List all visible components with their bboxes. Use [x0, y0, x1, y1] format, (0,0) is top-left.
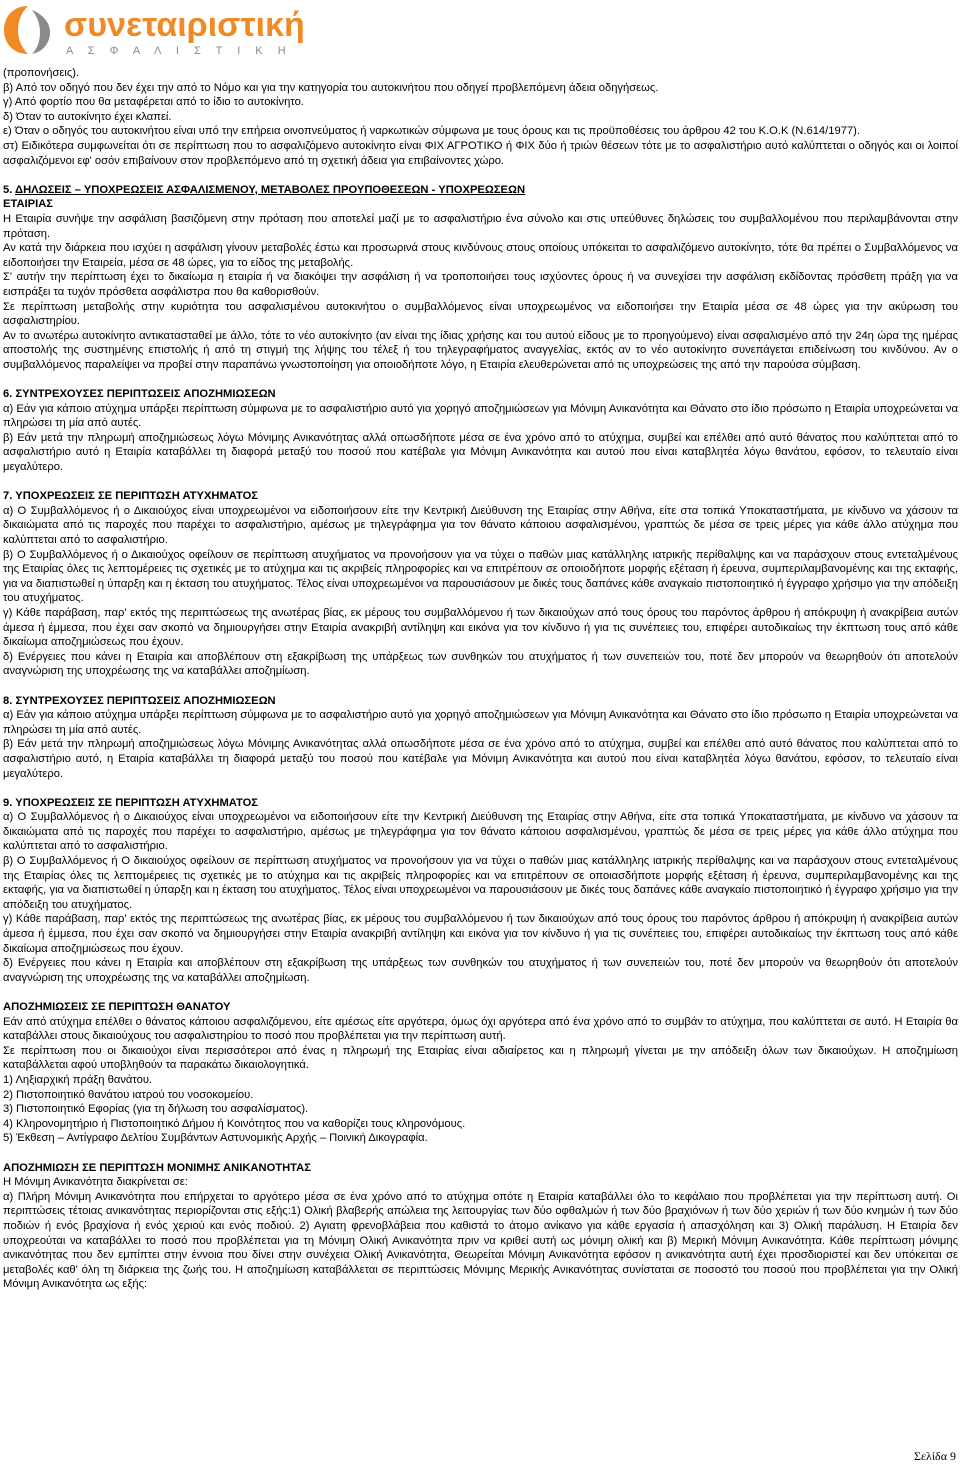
list-item: 4) Κληρονομητήριο ή Πιστοποιητικό Δήμου ή Κοινότητος που να καθορίζει τους κληρονόμους.	[3, 1117, 466, 1130]
text-line: (προπονήσεις).	[3, 67, 80, 79]
section-heading-9: 9. ΥΠΟΧΡΕΩΣΕΙΣ ΣΕ ΠΕΡΙΠΤΩΣΗ ΑΤΥΧΗΜΑΤΟΣ	[3, 796, 259, 809]
paragraph: α) Εάν για κάποιο ατύχημα υπάρξει περίπτωση σύμφωνα με το ασφαλιστήριο αυτό για χορηγό αποζημιώσεων για Μόνιμη Ανικανότητα και Θάνατο στο ίδιο πρόσωπο η Εταιρία υποχρεώνεται να πληρώσει τη μία από αυτές.	[3, 402, 958, 430]
paragraph: Αν κατά την διάρκεια που ισχύει η ασφάλιση γίνουν μεταβολές έστω και προσωρινά στους κινδύνους στους οποίους υπόκειται το ασφαλιζόμενο αυτοκίνητο, τότε θα πρέπει ο Συμβαλλόμενος να ειδοποιήσει την Εταιρεία, μέσα σε 48 ώρες, για το είδος της μεταβολής.	[3, 242, 958, 269]
section-heading-8: 8. ΣΥΝΤΡΕΧΟΥΣΕΣ ΠΕΡΙΠΤΩΣΕΙΣ ΑΠΟΖΗΜΙΩΣΕΩΝ	[3, 694, 276, 707]
section-heading-6: 6. ΣΥΝΤΡΕΧΟΥΣΕΣ ΠΕΡΙΠΤΩΣΕΙΣ ΑΠΟΖΗΜΙΩΣΕΩΝ	[3, 388, 276, 401]
paragraph: δ) Ενέργειες που κάνει η Εταιρία και αποβλέπουν στη εξακρίβωση της υπάρξεως των συνθηκών του ατυχήματος ή των συνεπειών του, ποτέ δεν μπορούν να θεωρηθούν ότι αποτελούν αναγνώριση της υποχρέωσης της να καταβάλλει αποζημίωση.	[3, 957, 958, 984]
paragraph: Εάν από ατύχημα επέλθει ο θάνατος κάποιου ασφαλιζόμενου, είτε αμέσως είτε αργότερα, όμως όχι αργότερα από ένα χρόνο από το συμβάν το ατύχημα, που καλύπτεται σε αυτό. Η Εταιρία θα καταβάλλει στους δικαιούχους του ασφαλιστηρίου το ποσό που προβλέπεται για την περίπτωση αυτή.	[3, 1015, 958, 1043]
paragraph: α) Ο Συμβαλλόμενος ή ο Δικαιούχος είναι υποχρεωμένοι να ειδοποιήσουν είτε την Κεντρική Διεύθυνση της Εταιρίας στην Αθήνα, είτε στα τοπικά Υποκαταστήματα, με κίνδυνο να χάσουν τα δικαιώματα από τις παροχές που παρέχει το ασφαλιστήριο, αμέσως με τηλεγράφημα για τον θάνατο κάποιου ασφαλισμένου, γραπτώς δε μέσα σε τρεις μέρες για κάθε άλλο ατύχημα που καλύπτεται από το ασφαλιστήριο.	[3, 811, 958, 853]
list-item: 1) Ληξιαρχική πράξη θανάτου.	[3, 1073, 153, 1086]
section-heading-5: 5. ΔΗΛΩΣΕΙΣ – ΥΠΟΧΡΕΩΣΕΙΣ ΑΣΦΑΛΙΣΜΕΝΟΥ, ΜΕΤΑΒΟΛΕΣ ΠΡΟΥΠΟΘΕΣΕΩΝ - ΥΠΟΧΡΕΩΣΕΩΝ	[3, 183, 526, 196]
paragraph: γ) Κάθε παράβαση, παρ' εκτός της περιπτώσεως της ανωτέρας βίας, εκ μέρους του συμβαλλόμενου ή των δικαιούχων από τους όρους του παρόντος άρθρου ή απόκρυψη ή ανακρίβεια αυτών άμεσα ή έμμεσα, που έχει σαν σκοπό να δημιουργήσει στην Εταιρία ανακριβή αντίληψη και εικόνα για τον κίνδυνο ή για τις συνέπειες του, επιφέρει αυτοδικαίως την έκπτωση τους από κάθε δικαίωμα αποζημιώσεως που έχουν.	[3, 606, 958, 649]
paragraph: δ) Ενέργειες που κάνει η Εταιρία και αποβλέπουν στη εξακρίβωση της υπάρξεως των συνθηκών του ατυχήματος ή των συνεπειών του, ποτέ δεν μπορούν να θεωρηθούν ότι αποτελούν αναγνώριση της υποχρέωσης της να καταβάλλει αποζημίωση.	[3, 650, 958, 678]
paragraph: Αν το ανωτέρω αυτοκίνητο αντικατασταθεί με άλλο, τότε το νέο αυτοκίνητο (αν είναι της ίδιας χρήσης και του αυτού είδους με το προηγούμενο) είναι ασφαλισμένο από την 24η ώρα της ημέρας αποστολής της συστημένης επιστολής ή από τη στιγμή της λήψης του τέλεξ ή του τηλεγραφήματος αναγγελίας, εκτός αν το νέο αυτοκίνητο συνεπάγεται επιδείνωση του κινδύνου. Αν ο συμβαλλόμενος παραλείψει να προβεί στην παραπάνω γνωστοποίηση για οποιοδήποτε λόγο, η Εταιρία ελευθερώνεται από τις υποχρεώσεις της από την παρούσα σύμβαση.	[3, 329, 958, 371]
paragraph: β) Ο Συμβαλλόμενος ή ο Δικαιούχος οφείλουν σε περίπτωση ατυχήματος να προνοήσουν για να τύχει ο παθών μιας κατάλληλης ιατρικής περίθαλψης και να παράσχουν στους εντεταλμένους της Εταιρίας όλες τις λεπτομέρειες τις σχετικές με το ατύχημα και τις ακριβείς πληροφορίες και να επιτρέπουν σε οποιοδήποτε μορφής εξέταση ή έρευνα, συμπεριλαμβανομένης και της εκταφής, για να διαπιστωθεί η ύπαρξη και η έκταση του ατυχήματος. Τέλος είναι υποχρεωμένοι να παρουσιάσουν με δικές τους δαπάνες κάθε αναγκαίο πιστοποιητικό ή έγγραφο χρήσιμο για την απόδειξη του ατυχήματος.	[3, 548, 958, 605]
logo-wordmark: συνεταιριστική	[64, 6, 305, 44]
list-item: 2) Πιστοποιητικό θανάτου ιατρού του νοσοκομείου.	[3, 1088, 254, 1101]
page-number: Σελίδα 9	[913, 1449, 956, 1463]
list-item: 3) Πιστοποιητικό Εφορίας (για τη δήλωση του ασφαλίσματος).	[3, 1103, 309, 1116]
paragraph: γ) Κάθε παράβαση, παρ' εκτός της περιπτώσεως της ανωτέρας βίας, εκ μέρους του συμβαλλόμενου ή των δικαιούχων από τους όρους του παρόντος άρθρου ή απόκρυψη ή ανακρίβεια αυτών άμεσα ή έμμεσα, που έχει σαν σκοπό να δημιουργήσει στην Εταιρία ανακριβή αντίληψη και εικόνα για τον κίνδυνο ή για τις συνέπειες του, επιφέρει αυτοδικαίως την έκπτωση τους από κάθε δικαίωμα αποζημιώσεως που έχουν.	[3, 913, 958, 955]
list-item: 5) Έκθεση – Αντίγραφο Δελτίου Συμβάντων Αστυνομικής Αρχής – Ποινική Δικογραφία.	[3, 1132, 428, 1145]
paragraph: Η Μόνιμη Ανικανότητα διακρίνεται σε:	[3, 1176, 188, 1189]
paragraph: Σε περίπτωση που οι δικαιούχοι είναι περισσότεροι από ένας η πληρωμή της Εταιρίας είναι αδιαίρετος και η πληρωμή γίνεται με την απόδειξη όλων των δικαιούχων. Η αποζημίωση καταβάλλεται αφού υποβληθούν τα παρακάτω δικαιολογητικά.	[3, 1044, 958, 1072]
section-heading-5-cont: ΕΤΑΙΡΙΑΣ	[3, 198, 54, 211]
section-heading-disability: ΑΠΟΖΗΜΙΩΣΗ ΣΕ ΠΕΡΙΠΤΩΣΗ ΜΟΝΙΜΗΣ ΑΝΙΚΑΝΟΤΗΤΑΣ	[3, 1161, 311, 1174]
paragraph: β) Ο Συμβαλλόμενος ή Ο δικαιούχος οφείλουν σε περίπτωση ατυχήματος να προνοήσουν για να τύχει ο παθών μιας κατάλληλης ιατρικής περίθαλψης και να παράσχουν στους εντεταλμένους της Εταιρίας όλες τις λεπτομέρειες τις σχετικές με το ατύχημα και τις ακριβείς πληροφορίες και να επιτρέπουν σε οποιασδήποτε μορφής εξέταση ή έρευνα, συμπεριλαμβανομένης και της εκταφής, για να διαπιστωθεί η ύπαρξη και η έκταση του ατυχήματος. Τέλος είναι υποχρεωμένοι να παρουσιάσουν με δικές τους δαπάνες κάθε αναγκαίο πιστοποιητικό ή έγγραφο χρήσιμο για την απόδειξη του ατυχήματος.	[3, 855, 958, 911]
section-heading-death: ΑΠΟΖΗΜΙΩΣΕΙΣ ΣΕ ΠΕΡΙΠΤΩΣΗ ΘΑΝΑΤΟΥ	[3, 1001, 231, 1013]
paragraph: α) Ο Συμβαλλόμενος ή ο Δικαιούχος είναι υποχρεωμένοι να ειδοποιήσουν είτε την Κεντρική Διεύθυνση της Εταιρίας στην Αθήνα, είτε στα τοπικά Υποκαταστήματα, με κίνδυνο να χάσουν τα δικαιώματα από τις παροχές που παρέχει το ασφαλιστήριο, αμέσως με τηλεγράφημα για τον θάνατο κάποιου ασφαλισμένου, γραπτώς δε μέσα σε τρεις μέρες για κάθε άλλο ατύχημα που καλύπτεται από το ασφαλιστήριο.	[3, 504, 958, 546]
text-line: γ) Από φορτίο που θα μεταφέρεται από το ίδιο το αυτοκίνητο.	[3, 96, 304, 109]
paragraph: β) Εάν μετά την πληρωμή αποζημιώσεως λόγω Μόνιμης Ανικανότητας αλλά οπωσδήποτε μέσα σε ένα χρόνο από το ατύχημα, συμβεί και επέλθει από αυτό θάνατος που καλύπτεται από το ασφαλιστήριο αυτό η Εταιρία καταβάλλει τη διαφορά μεταξύ του ποσού που κατέβαλε για Μόνιμη Ανικανότητα και αυτού που είναι καταβλητέα λόγω θανάτου, εφόσον, το τελευταίο είναι μεγαλύτερο.	[3, 431, 958, 474]
document-body	[3, 66, 958, 1292]
paragraph: Σε περίπτωση μεταβολής στην κυριότητα του ασφαλισμένου αυτοκινήτου ο συμβαλλόμενος είναι υποχρεωμένος να ειδοποιήσει την Εταιρία μέσα σε 48 ώρες για την ακύρωση του ασφαλιστηρίου.	[3, 300, 958, 328]
text-line: δ) Όταν το αυτοκίνητο έχει κλαπεί.	[3, 110, 172, 123]
text-line: στ) Ειδικότερα συμφωνείται ότι σε περίπτωση που το ασφαλιζόμενο αυτοκίνητο είναι ΦΙΧ ΑΓΡΟΤΙΚΟ ή ΦΙΧ δύο ή τριών θέσεων τότε με το ασφαλιστήριο αυτό καλύπτεται ο οδηγός και οι λοιποί ασφαλιζόμενοι εφ' οσόν επιβαίνουν στον προβλεπόμενο από τη σχετική άδεια για επιβαίνοντες χώρο.	[3, 139, 958, 167]
paragraph: β) Εάν μετά την πληρωμή αποζημιώσεως λόγω Μόνιμης Ανικανότητας αλλά οπωσδήποτε μέσα σε ένα χρόνο από το ατύχημα, συμβεί και επέλθει από αυτό θάνατος που καλύπτεται από το ασφαλιστήριο αυτό, η Εταιρία καταβάλλει τη διαφορά μεταξύ του ποσού που κατέβαλε για Μόνιμη Ανικανότητα και αυτού που είναι καταβλητέα λόγω θανάτου, εφόσον, το τελευταίο είναι μεγαλύτερο.	[3, 738, 958, 780]
text-line: ε) Όταν ο οδηγός του αυτοκινήτου είναι υπό την επήρεια οινοπνεύματος ή ναρκωτικών σύμφωνα με τους όρους και τις προϋποθέσεις του άρθρου 42 του Κ.Ο.Κ (Ν.614/1977).	[3, 125, 860, 138]
company-logo	[0, 2, 340, 58]
section-heading-7: 7. ΥΠΟΧΡΕΩΣΕΙΣ ΣΕ ΠΕΡΙΠΤΩΣΗ ΑΤΥΧΗΜΑΤΟΣ	[3, 490, 259, 503]
paragraph: Σ' αυτήν την περίπτωση έχει το δικαίωμα η εταιρία ή να διακόψει την ασφάλιση ή να τροποποιήσει τους ισχύοντες όρους ή να συνεχίσει την ασφάλιση εκδίδοντας πρόσθετη πράξη για να εισπράξει τα τυχόν πρόσθετα ασφάλιστρα που θα καθορισθούν.	[3, 271, 958, 298]
logo-subtitle: Α Σ Φ Α Λ Ι Σ Τ Ι Κ Η	[66, 45, 292, 57]
page-header	[0, 0, 960, 60]
paragraph: α) Πλήρη Μόνιμη Ανικανότητα που επήρχεται το αργότερο μέσα σε ένα χρόνο από το ατύχημα οπότε η Εταιρία καταβάλλει όλο το κεφάλαιο που προβλέπεται για την περίπτωση αυτή. Οι περιπτώσεις τέτοιας ανικανότητας περιορίζονται στις εξής:1) Ολική βλαβερής απώλεια της λειτουργίας των δύο οφθαλμών ή των δύο βραχιόνων ή των δύο χεριών ή των δύο κνημών ή των δύο ποδιών ή ενός βραχίονα ή ενός χεριού και ενός ποδιού. 2) Αγιατη φρενοβλάβεια που καθιστά το άτομο ανίκανο για κάθε εργασία ή απασχόληση και 3) Ολική παράλυση. Η Εταιρία δεν υποχρεούται να καταβάλλει το ποσό που προβλέπεται για τη Μόνιμη Ολική Ανικανότητα πριν να κριθεί αυτή ως μόνιμη ολική και β) Μερική Μόνιμη Ανικανότητα. Κάθε περίπτωση μόνιμης ανικανότητας που δεν εμπίπτει στην έννοια που δίνει στην συνέχεια Ολική Ανικανότητα, Θεωρείται Μόνιμη Ανικανότητα εφόσον η ανικανότητα αυτή έχει προσδιοριστεί και δεν υπόκειται σε μεταβολές καθ' όλη τη διάρκεια της ζωής του. Η αποζημίωση καταβάλλεται σε περιπτώσεις Μόνιμης Μερικής Ανικανότητας συνίσταται σε ποσοστό του ποσού που προβλέπεται για την Ολική Μόνιμη Ανικανότητα ως εξής:	[3, 1190, 958, 1291]
text-line: β) Από τον οδηγό που δεν έχει την από το Νόμο και για την κατηγορία του αυτοκινήτου που οδηγεί προβλεπόμενη άδεια οδηγήσεως.	[3, 81, 659, 94]
paragraph: Η Εταιρία συνήψε την ασφάλιση βασιζόμενη στην πρόταση που αποτελεί μαζί με το ασφαλιστήριο ένα σύνολο και στις υπεύθυνες δηλώσεις του συμβαλλομένου που περιλαμβάνονται στην πρόταση.	[3, 212, 958, 240]
paragraph: α) Εάν για κάποιο ατύχημα υπάρξει περίπτωση σύμφωνα με το ασφαλιστήριο αυτό για χορηγό αποζημιώσεων για Μόνιμη Ανικανότητα και Θάνατο στο ίδιο πρόσωπο η Εταιρία υποχρεώνεται να πληρώσει τη μία από αυτές.	[3, 709, 958, 736]
